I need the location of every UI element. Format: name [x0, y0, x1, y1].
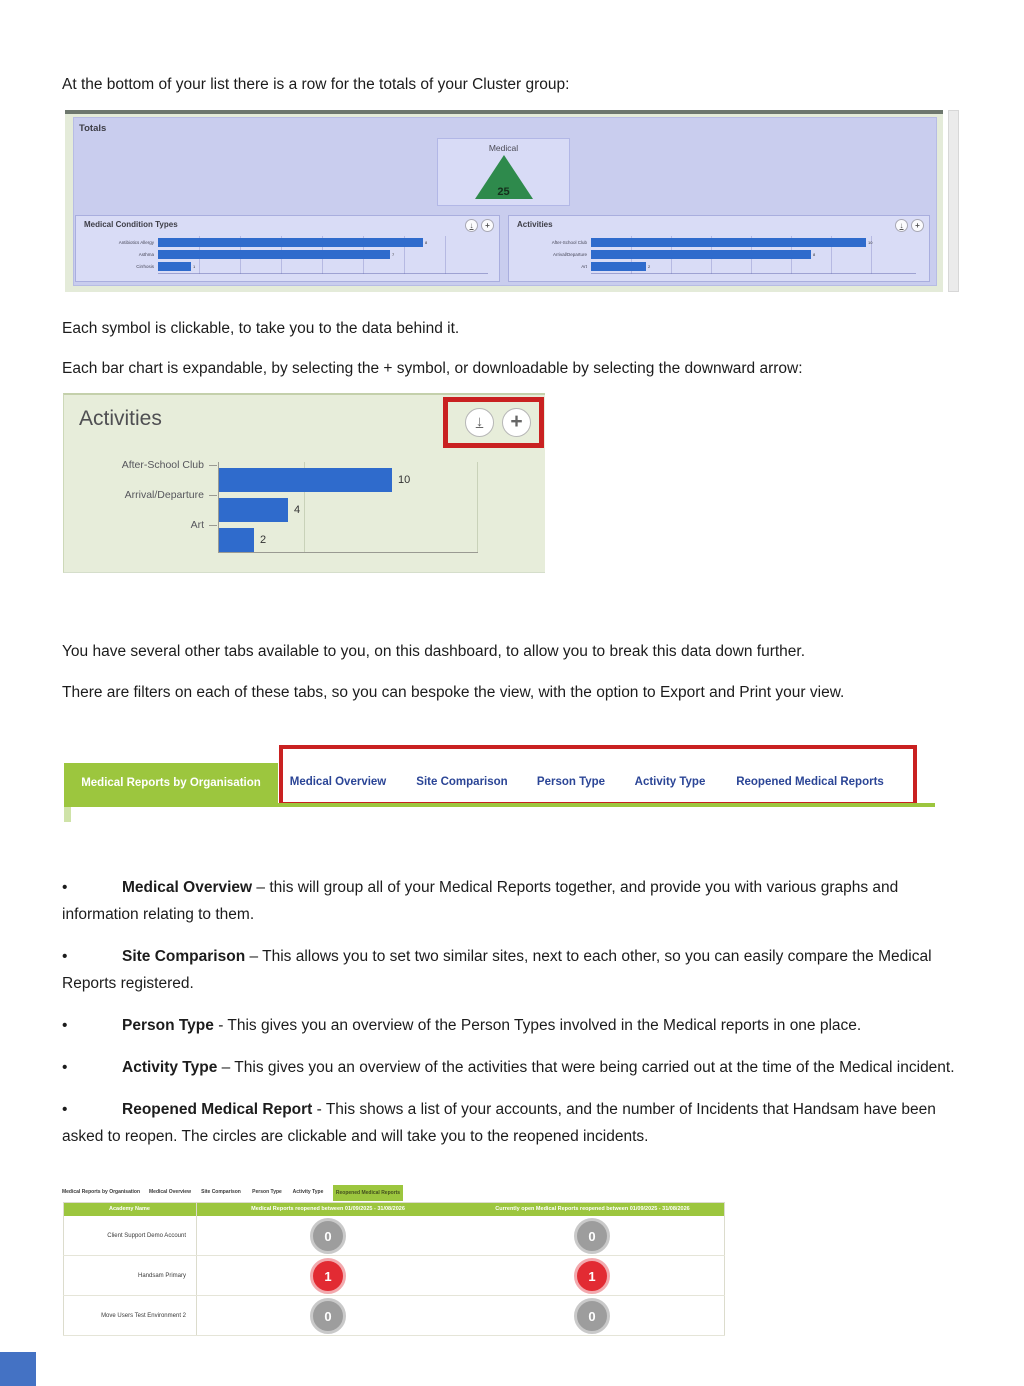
red-highlight-box-icons	[443, 397, 544, 448]
chart-gridline	[445, 236, 446, 274]
mini-chart-title: Activities	[517, 220, 553, 229]
tabbar-underline-tail	[64, 807, 71, 822]
totals-row-title: Totals	[79, 123, 107, 134]
tab-reopened-medical-reports[interactable]: Reopened Medical Reports	[736, 776, 884, 788]
download-icon[interactable]: ↓	[895, 219, 908, 232]
download-icon[interactable]: ↓	[465, 219, 478, 232]
bullet-term: Person Type	[122, 1017, 214, 1034]
mini-chart-category: After-School Club	[551, 240, 587, 245]
mini-chart-bar	[158, 262, 191, 271]
bullet-term: Reopened Medical Report	[122, 1101, 313, 1118]
other-tabs-paragraph: You have several other tabs available to you, on this dashboard, to allow you to break this data down further.	[62, 643, 806, 660]
bullet-description: - This shows a list of your accounts, and the number of Incidents that Handsam have been asked to reopen. The circles are clickable and will take you to the reopened incidents.	[62, 1101, 936, 1145]
bullet-term: Activity Type	[122, 1059, 218, 1076]
bullet-icon: •	[62, 1101, 68, 1118]
bullet-icon: •	[62, 948, 68, 965]
bullet-term: Site Comparison	[122, 948, 246, 965]
bullet-icon: •	[62, 1017, 68, 1034]
filters-paragraph: There are filters on each of these tabs, so you can bespoke the view, with the option to Export and Print your view.	[62, 684, 845, 701]
tab-medical-reports-by-organisation[interactable]: Medical Reports by Organisation	[61, 1189, 141, 1195]
expand-plus-icon[interactable]: +	[481, 219, 494, 232]
list-item	[62, 1012, 974, 1039]
reopened-count-circle[interactable]: 0	[574, 1298, 610, 1334]
reopened-count-circle[interactable]: 1	[310, 1258, 346, 1294]
list-item	[62, 943, 974, 997]
academy-name-cell: Move Users Test Environment 2	[101, 1313, 186, 1319]
tab-medical-overview[interactable]: Medical Overview	[289, 776, 387, 788]
expand-plus-icon[interactable]: +	[911, 219, 924, 232]
activities-chart-screenshot	[63, 393, 545, 573]
chart-value-label: 10	[398, 474, 411, 486]
reopened-count-circle[interactable]: 1	[574, 1258, 610, 1294]
mini-chart-title: Medical Condition Types	[84, 220, 178, 229]
chart-category-label: Art	[190, 519, 204, 531]
blue-corner-shape	[0, 1352, 36, 1386]
bullet-term: Medical Overview	[122, 879, 253, 896]
tab-medical-overview[interactable]: Medical Overview	[149, 1189, 191, 1195]
bullet-icon: •	[62, 879, 68, 896]
mini-chart-bar	[591, 250, 811, 259]
chart-value-label: 2	[260, 534, 267, 546]
table-column-header: Currently open Medical Reports reopened between 01/09/2025 - 31/08/2026	[495, 1206, 690, 1212]
tab-site-comparison[interactable]: Site Comparison	[201, 1189, 241, 1195]
bullet-description: - This gives you an overview of the Person Types involved in the Medical reports in one place.	[213, 1017, 862, 1034]
tab-descriptions-list	[62, 874, 974, 1165]
reopened-count-circle[interactable]: 0	[310, 1218, 346, 1254]
mini-chart-bar	[158, 250, 390, 259]
academy-name-cell: Client Support Demo Account	[107, 1233, 186, 1239]
list-item	[62, 874, 974, 928]
scrollbar-strip[interactable]	[948, 110, 959, 292]
tab-person-type[interactable]: Person Type	[252, 1189, 282, 1195]
intro-paragraph: At the bottom of your list there is a row for the totals of your Cluster group:	[62, 76, 570, 93]
expand-plus-icon[interactable]: +	[502, 408, 531, 437]
list-item	[62, 1054, 974, 1081]
tab-reopened-medical-reports-active[interactable]: Reopened Medical Reports	[333, 1185, 403, 1201]
mini-chart-activities	[508, 215, 930, 282]
list-item	[62, 1096, 974, 1150]
mini-chart-value: 8	[425, 240, 428, 245]
dashboard-tabbar-screenshot	[62, 745, 938, 823]
mini-chart-value: 8	[813, 252, 816, 257]
chart-bar[interactable]	[219, 468, 392, 492]
mini-chart-value: 1	[193, 264, 196, 269]
table-column-header: Academy Name	[109, 1206, 150, 1212]
clickable-symbol-paragraph: Each symbol is clickable, to take you to the data behind it.	[62, 320, 460, 337]
tab-person-type[interactable]: Person Type	[536, 776, 606, 788]
reopened-count-circle[interactable]: 0	[310, 1298, 346, 1334]
mini-chart-category: Asthma	[138, 252, 154, 257]
mini-chart-category: Arrival/Departure	[552, 252, 587, 257]
bullet-description: – this will group all of your Medical Reports together, and provide you with various graphs and information relating to them.	[62, 879, 899, 923]
reopened-reports-screenshot	[63, 1185, 725, 1337]
expandable-chart-paragraph: Each bar chart is expandable, by selecting the + symbol, or downloadable by selecting the downward arrow:	[62, 360, 803, 377]
download-icon[interactable]: ↓	[465, 408, 494, 437]
mini-chart-value: 10	[868, 240, 873, 245]
tab-site-comparison[interactable]: Site Comparison	[416, 776, 508, 788]
mini-chart-category: Art	[581, 264, 587, 269]
mini-chart-bar	[158, 238, 423, 247]
bullet-description: – This gives you an overview of the activities that were being carried out at the time of the Medical incident.	[217, 1059, 955, 1076]
chart-bar[interactable]	[219, 498, 288, 522]
chart-tick	[209, 465, 217, 466]
bullet-description: – This allows you to set two similar sites, next to each other, so you can easily compare the Medical Reports registered.	[62, 948, 932, 992]
chart-x-axis	[158, 273, 488, 274]
chart-x-axis	[591, 273, 916, 274]
table-column-header: Medical Reports reopened between 01/09/2025 - 31/08/2026	[251, 1206, 405, 1212]
academy-name-cell: Handsam Primary	[137, 1273, 186, 1279]
mini-chart-category: Cirrhosis	[136, 264, 154, 269]
medical-card-label: Medical	[488, 143, 519, 153]
tab-activity-type[interactable]: Activity Type	[292, 1189, 324, 1195]
table-row	[63, 1216, 725, 1256]
tabbar-underline	[64, 803, 935, 807]
totals-dashboard-screenshot	[65, 110, 943, 292]
dashboard-top-edge	[65, 110, 943, 114]
mini-chart-value: 2	[648, 264, 651, 269]
table-row	[63, 1296, 725, 1336]
chart-value-label: 4	[294, 504, 301, 516]
medical-total-card[interactable]	[437, 138, 570, 206]
chart-x-axis	[218, 552, 478, 553]
reopened-count-circle[interactable]: 0	[574, 1218, 610, 1254]
chart-category-label: Arrival/Departure	[124, 489, 204, 501]
mini-chart-medical-condition-types	[75, 215, 500, 282]
chart-tick	[209, 525, 217, 526]
tab-medical-reports-by-organisation[interactable]: Medical Reports by Organisation	[64, 763, 278, 803]
chart-bar[interactable]	[219, 528, 254, 552]
chart-gridline	[477, 462, 478, 552]
chart-tick	[209, 495, 217, 496]
activities-chart-title: Activities	[79, 407, 162, 430]
medical-total-value: 25	[497, 186, 510, 198]
mini-chart-category: Antibiotics Allergy	[118, 240, 154, 245]
chart-category-label: After-School Club	[121, 459, 204, 471]
mini-chart-bar	[591, 262, 646, 271]
mini-chart-value: 7	[392, 252, 395, 257]
table-row	[63, 1256, 725, 1296]
mini-chart-bar	[591, 238, 866, 247]
bullet-icon: •	[62, 1059, 68, 1076]
tab-activity-type[interactable]: Activity Type	[634, 776, 706, 788]
